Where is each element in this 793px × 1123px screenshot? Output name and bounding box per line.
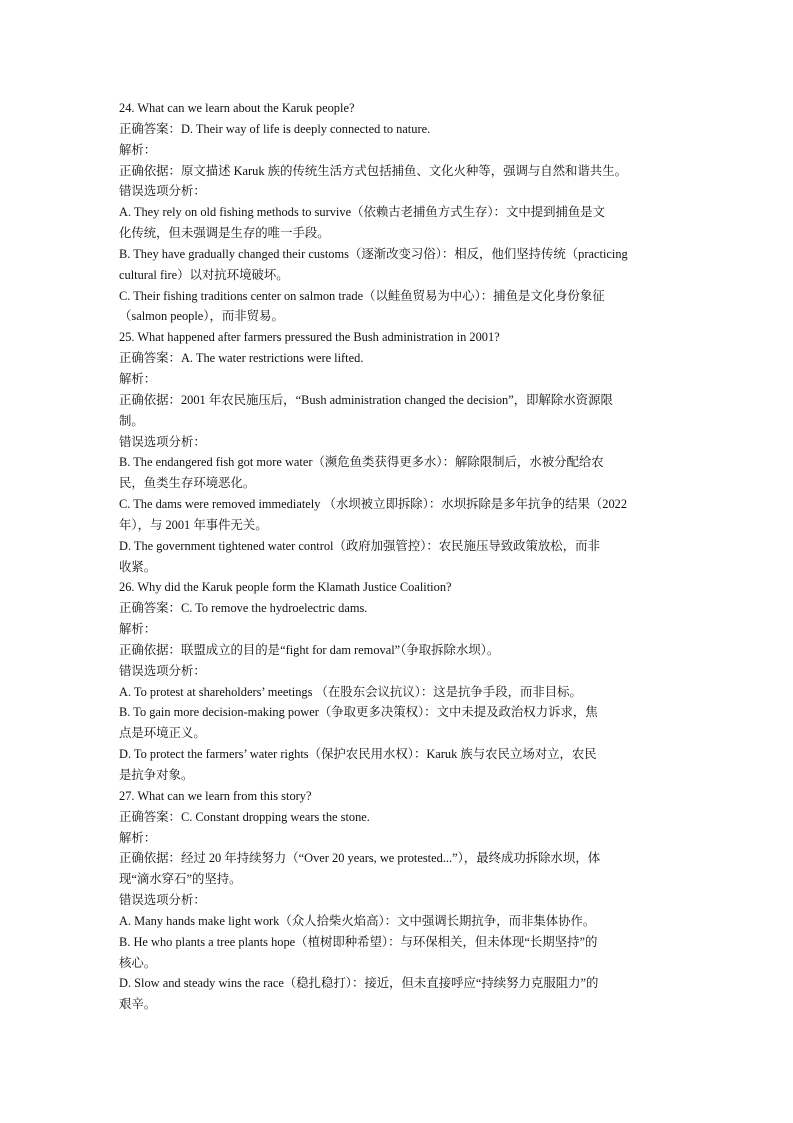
explanation-line: 现“滴水穿石”的坚持。 (119, 872, 242, 887)
explanation-line: D. The government tightened water control（政府加强管控）：农民施压导致政策放松，而非 (119, 538, 600, 553)
explanation-line: 解析： (119, 830, 157, 845)
question-title: 25. What happened after farmers pressured the Bush administration in 2001? (119, 330, 500, 345)
question-block (119, 786, 685, 1015)
explanation-line: B. To gain more decision-making power（争取更多决策权）：文中未提及政治权力诉求，焦 (119, 705, 598, 720)
explanation-line: 化传统，但未强调是生存的唯一手段。 (119, 226, 330, 241)
explanation-line: 错误选项分析： (119, 184, 206, 199)
explanation-line: 错误选项分析： (119, 663, 206, 678)
explanation-line: 年），与 2001 年事件无关。 (119, 517, 268, 532)
explanation-line: 正确依据：经过 20 年持续努力（“Over 20 years, we protested...”），最终成功拆除水坝，体 (119, 851, 601, 866)
explanation-line: 制。 (119, 413, 144, 428)
explanation-line: A. To protest at shareholders’ meetings （在股东会议抗议）：这是抗争手段，而非目标。 (119, 684, 582, 699)
explanation-line: 正确答案：A. The water restrictions were lifted. (119, 351, 364, 366)
question-block (119, 577, 685, 785)
explanation-line: （salmon people），而非贸易。 (119, 309, 284, 324)
explanation-line: 正确答案：C. To remove the hydroelectric dams. (119, 601, 368, 616)
explanation-line: 核心。 (119, 955, 157, 970)
explanation-line: C. Their fishing traditions center on salmon trade（以鲑鱼贸易为中心）：捕鱼是文化身份象征 (119, 288, 605, 303)
explanation-line: A. Many hands make light work（众人拾柴火焰高）：文中强调长期抗争，而非集体协作。 (119, 913, 596, 928)
explanation-line: 正确答案：D. Their way of life is deeply connected to nature. (119, 121, 431, 136)
explanation-line: 错误选项分析： (119, 893, 206, 908)
question-block (119, 98, 685, 327)
explanation-line: 点是环境正义。 (119, 726, 206, 741)
explanation-line: 艰辛。 (119, 997, 157, 1012)
explanation-line: 正确答案：C. Constant dropping wears the stone. (119, 809, 370, 824)
explanation-line: 错误选项分析： (119, 434, 206, 449)
explanation-line: C. The dams were removed immediately （水坝被立即拆除）：水坝拆除是多年抗争的结果（2022 (119, 497, 628, 512)
answer-explanations (119, 98, 685, 1015)
explanation-line: 正确依据：联盟成立的目的是“fight for dam removal”（争取拆除水坝）。 (119, 642, 500, 657)
explanation-line: D. To protect the farmers’ water rights（保护农民用水权）：Karuk 族与农民立场对立，农民 (119, 747, 597, 762)
explanation-line: 是抗争对象。 (119, 768, 194, 782)
explanation-line: 正确依据：2001 年农民施压后，“Bush administration changed the decision”，即解除水资源限 (119, 392, 613, 407)
explanation-line: 解析： (119, 142, 157, 157)
question-block (119, 327, 685, 577)
question-title: 24. What can we learn about the Karuk people? (119, 101, 355, 115)
explanation-line: 解析： (119, 622, 157, 637)
question-title: 27. What can we learn from this story? (119, 788, 312, 803)
explanation-line: cultural fire）以对抗环境破坏。 (119, 267, 289, 282)
explanation-line: 正确依据：原文描述 Karuk 族的传统生活方式包括捕鱼、文化火种等，强调与自然和谐共生。 (119, 163, 628, 178)
explanation-line: A. They rely on old fishing methods to survive（依赖古老捕鱼方式生存）：文中提到捕鱼是文 (119, 205, 606, 220)
explanation-line: 解析： (119, 371, 157, 386)
explanation-line: 民，鱼类生存环境恶化。 (119, 476, 256, 491)
explanation-line: B. The endangered fish got more water（濒危鱼类获得更多水）：解除限制后，水被分配给农 (119, 455, 604, 470)
explanation-line: B. They have gradually changed their customs（逐渐改变习俗）：相反，他们坚持传统（practicing (119, 246, 628, 261)
explanation-line: 收紧。 (119, 559, 157, 574)
explanation-line: D. Slow and steady wins the race（稳扎稳打）：接近，但未直接呼应“持续努力克服阻力”的 (119, 976, 599, 991)
explanation-line: B. He who plants a tree plants hope（植树即种希望）：与环保相关，但未体现“长期坚持”的 (119, 934, 598, 949)
question-title: 26. Why did the Karuk people form the Klamath Justice Coalition? (119, 580, 452, 595)
